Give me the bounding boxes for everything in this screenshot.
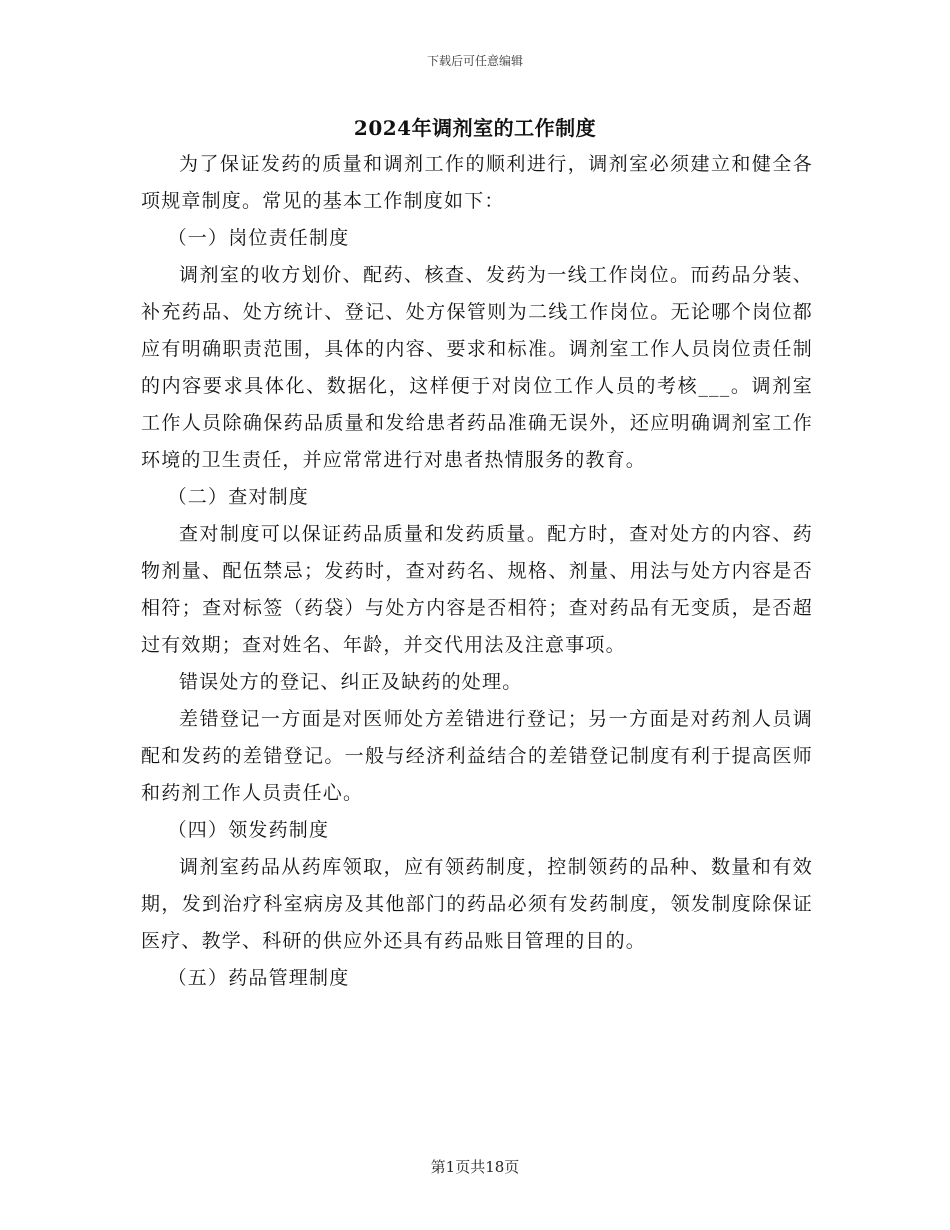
section-heading-2: （二）查对制度 [167,486,309,508]
section-paragraph: 调剂室药品从药库领取，应有领药制度，控制领药的品种、数量和有效期，发到治疗科室病房及其他部门的药品必须有发药制度，领发制度除保证医疗、教学、科研的供应外还具有药品账目管理的目的。 [141,856,813,952]
section-heading-1: （一）岗位责任制度 [167,227,350,249]
section-paragraph: 查对制度可以保证药品质量和发药质量。配方时，查对处方的内容、药物剂量、配伍禁忌；发药时，查对药名、规格、剂量、用法与处方内容是否相符；查对标签（药袋）与处方内容是否相符；查对药品有无变质，是否超过有效期；查对姓名、年龄，并交代用法及注意事项。 [141,523,813,656]
section-paragraph: 错误处方的登记、纠正及缺药的处理。 [179,671,523,693]
header-note: 下载后可任意编辑 [426,54,523,68]
section-heading-5: （五）药品管理制度 [167,967,350,989]
section-paragraph: 差错登记一方面是对医师处方差错进行登记；另一方面是对药剂人员调配和发药的差错登记。一般与经济利益结合的差错登记制度有利于提高医师和药剂工作人员责任心。 [141,708,813,804]
section-heading-4: （四）领发药制度 [167,819,330,841]
document-body [141,146,813,997]
page-footer: 第1页共18页 [430,1158,520,1176]
document-title: 2024年调剂室的工作制度 [353,116,597,140]
intro-paragraph: 为了保证发药的质量和调剂工作的顺利进行，调剂室必须建立和健全各项规章制度。常见的基本工作制度如下： [141,153,813,212]
section-paragraph: 调剂室的收方划价、配药、核查、发药为一线工作岗位。而药品分装、补充药品、处方统计、登记、处方保管则为二线工作岗位。无论哪个岗位都应有明确职责范围，具体的内容、要求和标准。调剂室工作人员岗位责任制的内容要求具体化、数据化，这样便于对岗位工作人员的考核___。调剂室工作人员除确保药品质量和发给患者药品准确无误外，还应明确调剂室工作环境的卫生责任，并应常常进行对患者热情服务的教育。 [141,264,813,471]
